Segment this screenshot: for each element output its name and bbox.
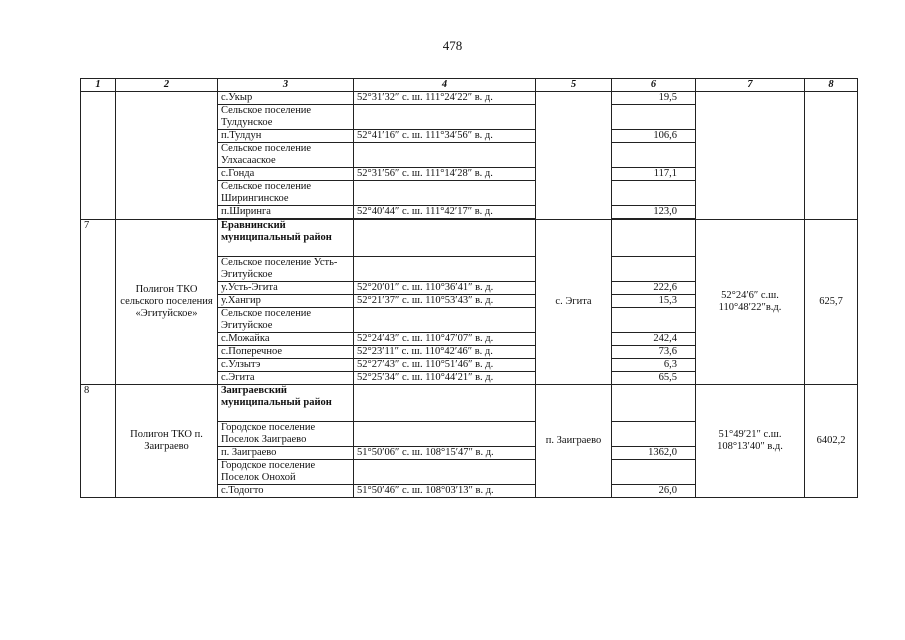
- cell-coord: 52°31′32″ с. ш. 111°24′22″ в. д.: [354, 92, 536, 105]
- cell-coord: 52°40′44″ с. ш. 111°42′17″ в. д.: [354, 206, 536, 219]
- table-row: [81, 385, 858, 422]
- cell-capacity: 625,7: [805, 220, 858, 385]
- cell-dist: [612, 181, 696, 206]
- col-header: 8: [805, 79, 858, 92]
- cell-name: с.Можайка: [218, 333, 354, 346]
- cell-dist: [612, 460, 696, 485]
- cell-coord: 52°41′16″ с. ш. 111°34′56″ в. д.: [354, 130, 536, 143]
- cell-coord: [354, 257, 536, 282]
- cell-dist: 6,3: [612, 359, 696, 372]
- cell-name: Сельское поселение Тулдунское: [218, 105, 354, 130]
- cell-center: [536, 92, 612, 220]
- cell-coord: [354, 105, 536, 130]
- cell-name: с.Гонда: [218, 168, 354, 181]
- cell-center: с. Эгита: [536, 220, 612, 385]
- cell-name: Городское поселение Поселок Заиграево: [218, 422, 354, 447]
- col-header: 3: [218, 79, 354, 92]
- col-header: 5: [536, 79, 612, 92]
- cell-dist: 19,5: [612, 92, 696, 105]
- col-header: 7: [696, 79, 805, 92]
- cell-name: с.Улзытэ: [218, 359, 354, 372]
- cell-coord: 51°50′46″ с. ш. 108°03′13″ в. д.: [354, 485, 536, 498]
- cell-coord: [354, 308, 536, 333]
- cell-coord: 52°24′43″ с. ш. 110°47′07″ в. д.: [354, 333, 536, 346]
- cell-coord: 52°20′01″ с. ш. 110°36′41″ в. д.: [354, 282, 536, 295]
- cell-dist: 1362,0: [612, 447, 696, 460]
- cell-coords: 51°49′21″ с.ш. 108°13′40″ в.д.: [696, 385, 805, 498]
- cell-name: Сельское поселение Улхасаaское: [218, 143, 354, 168]
- cell-coord: [354, 143, 536, 168]
- cell-coords: 52°24′6″ с.ш. 110°48′22″в.д.: [696, 220, 805, 385]
- cell-coord: 52°25′34″ с. ш. 110°44′21″ в. д.: [354, 372, 536, 385]
- cell-num: [81, 92, 116, 220]
- cell-dist: 15,3: [612, 295, 696, 308]
- cell-name: с.Укыр: [218, 92, 354, 105]
- cell-coord: [354, 220, 536, 257]
- cell-dist: 26,0: [612, 485, 696, 498]
- col-header: 6: [612, 79, 696, 92]
- cell-dist: [612, 308, 696, 333]
- cell-coord: [354, 181, 536, 206]
- cell-name: Сельское поселение Ширингинское: [218, 181, 354, 206]
- cell-dist: 242,4: [612, 333, 696, 346]
- cell-dist: 117,1: [612, 168, 696, 181]
- cell-coord: 52°23′11″ с. ш. 110°42′46″ в. д.: [354, 346, 536, 359]
- cell-dist: [612, 257, 696, 282]
- cell-polygon: Полигон ТКО п. Заиграево: [116, 385, 218, 498]
- cell-dist: 222,6: [612, 282, 696, 295]
- cell-num: 8: [81, 385, 116, 498]
- cell-capacity: [805, 92, 858, 220]
- cell-coord: 52°27′43″ с. ш. 110°51′46″ в. д.: [354, 359, 536, 372]
- cell-dist: 73,6: [612, 346, 696, 359]
- cell-name: Сельское поселение Усть-Эгитуйское: [218, 257, 354, 282]
- header-row: [81, 79, 858, 92]
- cell-dist: 106,6: [612, 130, 696, 143]
- cell-name: у.Усть-Эгита: [218, 282, 354, 295]
- page-number: 478: [442, 38, 463, 53]
- cell-center: п. Заиграево: [536, 385, 612, 498]
- cell-coord: [354, 460, 536, 485]
- cell-dist: [612, 422, 696, 447]
- col-header: 1: [81, 79, 116, 92]
- cell-name: с.Тодогто: [218, 485, 354, 498]
- cell-name: у.Хангир: [218, 295, 354, 308]
- cell-coord: 52°31′56″ с. ш. 111°14′28″ в. д.: [354, 168, 536, 181]
- cell-dist: [612, 220, 696, 257]
- cell-dist: [612, 143, 696, 168]
- cell-dist: [612, 385, 696, 422]
- cell-coord: 51°50′06″ с. ш. 108°15′47″ в. д.: [354, 447, 536, 460]
- cell-polygon: Полигон ТКО сельского поселения «Эгитуйское»: [116, 220, 218, 385]
- col-header: 4: [354, 79, 536, 92]
- cell-dist: 65,5: [612, 372, 696, 385]
- cell-name: п.Тулдун: [218, 130, 354, 143]
- col-header: 2: [116, 79, 218, 92]
- cell-coords: [696, 92, 805, 220]
- table-row: [81, 92, 858, 105]
- cell-name: Заиграевский муниципальный район: [218, 385, 354, 422]
- cell-dist: 123,0: [612, 206, 696, 219]
- registry-table: [80, 78, 858, 498]
- cell-name: с.Эгита: [218, 372, 354, 385]
- cell-name: п. Заиграево: [218, 447, 354, 460]
- cell-name: с.Поперечное: [218, 346, 354, 359]
- cell-polygon: [116, 92, 218, 220]
- cell-coord: 52°21′37″ с. ш. 110°53′43″ в. д.: [354, 295, 536, 308]
- table-row: [81, 220, 858, 257]
- cell-coord: [354, 385, 536, 422]
- cell-capacity: 6402,2: [805, 385, 858, 498]
- cell-dist: [612, 105, 696, 130]
- cell-name: Сельское поселение Эгитуйское: [218, 308, 354, 333]
- cell-name: Еравнинский муниципальный район: [218, 220, 354, 257]
- cell-name: п.Ширинга: [218, 206, 354, 219]
- cell-coord: [354, 422, 536, 447]
- cell-num: 7: [81, 220, 116, 385]
- cell-name: Городское поселение Поселок Онохой: [218, 460, 354, 485]
